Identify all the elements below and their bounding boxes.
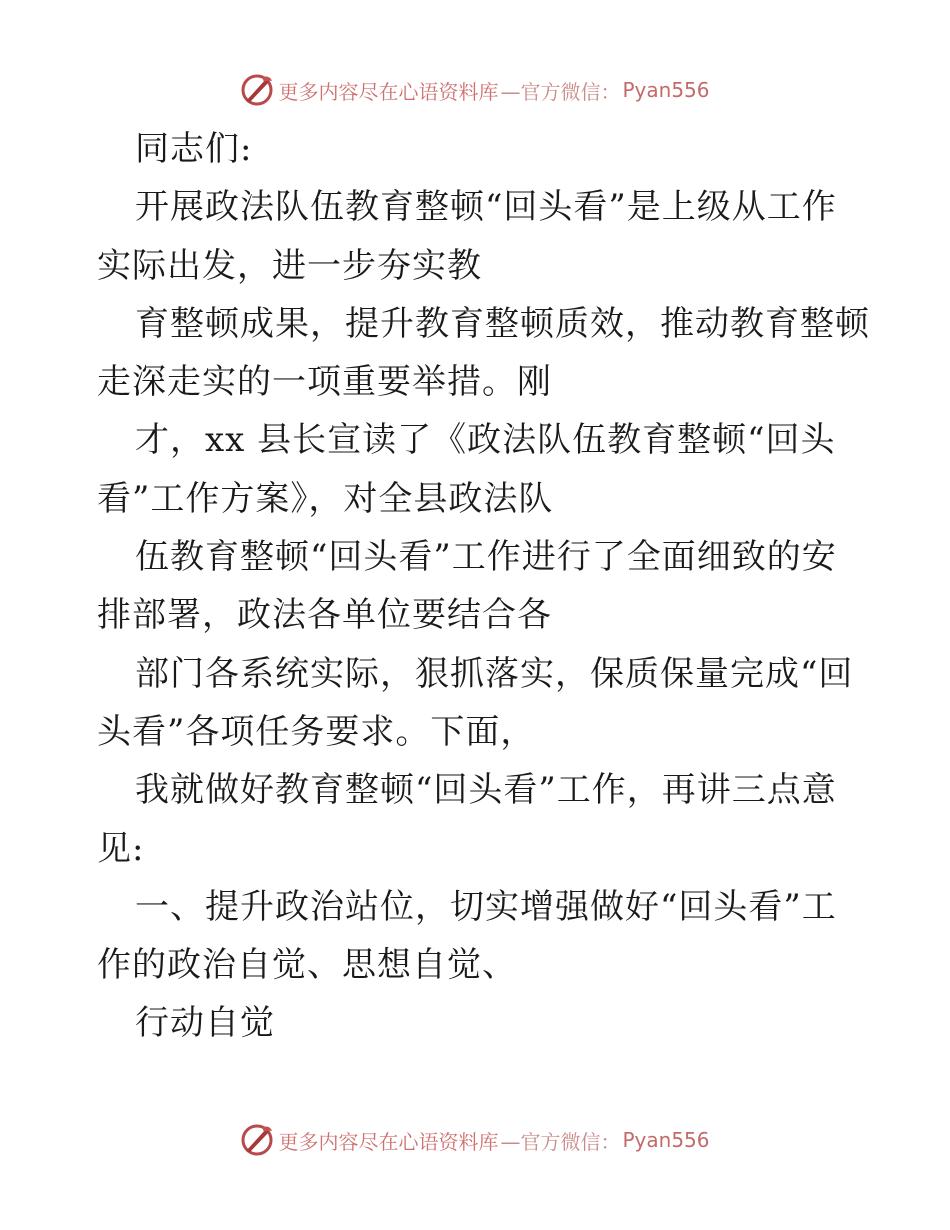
- text-line: 头看”各项任务要求。下面，: [97, 711, 536, 752]
- footer-watermark: [0, 1120, 950, 1160]
- quill-pen-circle-icon: [240, 1123, 274, 1157]
- text-line: 看”工作方案》，对全县政法队: [97, 478, 554, 519]
- text-line: 排部署，政法各单位要结合各: [97, 595, 552, 636]
- text-line: 作的政治自觉、思想自觉、: [97, 945, 517, 986]
- text-line: 行动自觉: [135, 1003, 275, 1044]
- watermark-wechat-id: Pyan556: [622, 78, 710, 102]
- text-line: 我就做好教育整顿“回头看”工作，再讲三点意: [135, 770, 837, 811]
- text-line: 育整顿成果，提升教育整顿质效，推动教育整顿: [135, 303, 870, 344]
- text-line: 同志们:: [135, 129, 253, 169]
- text-line: 一、提升政治站位，切实增强做好“回头看”工: [135, 886, 837, 927]
- watermark-wechat-id: Pyan556: [622, 1128, 710, 1152]
- watermark-text: 更多内容尽在心语资料库: [278, 79, 499, 104]
- watermark-contact-label: —官方微信：: [500, 79, 621, 104]
- text-line: 才，xx 县长宣读了《政法队伍教育整顿“回头: [135, 420, 836, 461]
- watermark-contact-label: —官方微信：: [500, 1129, 621, 1154]
- text-line: 见:: [97, 828, 145, 869]
- quill-pen-circle-icon: [240, 73, 274, 107]
- text-line: 走深走实的一项重要举措。刚: [97, 362, 552, 403]
- watermark-text: 更多内容尽在心语资料库: [278, 1129, 499, 1154]
- document-body: [97, 120, 870, 1053]
- header-watermark: [0, 70, 950, 110]
- text-line: 伍教育整顿“回头看”工作进行了全面细致的安: [135, 537, 837, 578]
- text-line: 实际出发，进一步夯实教: [97, 245, 482, 286]
- text-line: 部门各系统实际，狠抓落实，保质保量完成“回: [135, 653, 854, 694]
- text-line: 开展政法队伍教育整顿“回头看”是上级从工作: [135, 187, 837, 228]
